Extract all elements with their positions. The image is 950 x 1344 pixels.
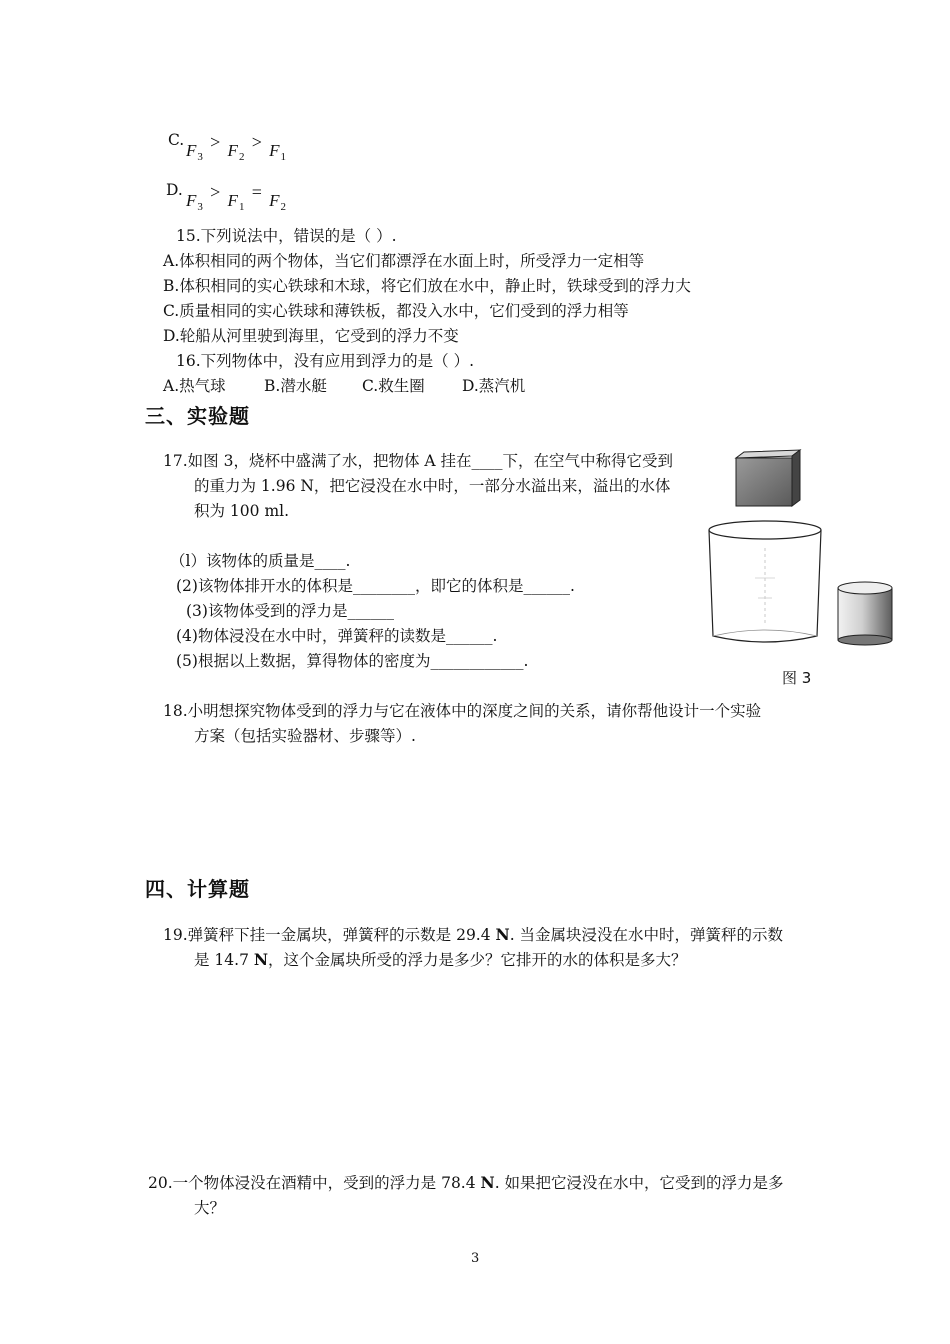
q20-text: 20.一个物体浸没在酒精中，受到的浮力是 78.4 (148, 1174, 481, 1192)
q16-option-c: C.救生圈 (362, 377, 425, 395)
formula-var: F (227, 191, 238, 210)
option-d-label: D. (166, 181, 183, 199)
q16-option-b: B.潜水艇 (264, 377, 327, 395)
q17-sub-3: (3)该物体受到的浮力是______ (186, 602, 394, 620)
q19-text: 是 14.7 (194, 951, 254, 969)
option-d-formula (186, 182, 286, 213)
section-title-calculation: 四、计算题 (145, 877, 250, 901)
formula-var: F (186, 191, 197, 210)
q17-sub-1: （l）该物体的质量是____. (170, 552, 351, 570)
formula-sub: 2 (238, 151, 245, 163)
q19-line1 (163, 925, 783, 945)
q15-option-a: A.体积相同的两个物体，当它们都漂浮在水面上时，所受浮力一定相等 (163, 252, 645, 270)
q19-line2 (194, 950, 687, 970)
q15-option-c: C.质量相同的实心铁球和薄铁板，都没入水中，它们受到的浮力相等 (163, 302, 629, 320)
q20-text: . 如果把它浸没在水中，它受到的浮力是多 (494, 1174, 784, 1192)
formula-relation: > (210, 132, 221, 152)
q20-line1 (148, 1173, 784, 1193)
formula-sub: 2 (280, 201, 286, 213)
q15-stem: 15.下列说法中，错误的是（ ）. (176, 227, 397, 245)
cube-object (736, 450, 800, 506)
section-title-experiment: 三、实验题 (145, 404, 250, 428)
q19-text: ，这个金属块所受的浮力是多少？它排开的水的体积是多大？ (268, 951, 687, 969)
q17-sub-5: (5)根据以上数据，算得物体的密度为____________. (176, 652, 529, 670)
unit-newton: N (480, 1173, 495, 1192)
formula-var: F (269, 141, 280, 160)
formula-sub: 1 (238, 201, 245, 213)
figure-3-caption: 图 3 (782, 669, 812, 687)
q15-option-d: D.轮船从河里驶到海里，它受到的浮力不变 (163, 327, 459, 345)
unit-newton: N (495, 925, 510, 944)
q17-line1: 17.如图 3，烧杯中盛满了水，把物体 A 挂在____下，在空气中称得它受到 (163, 452, 673, 470)
q18-line2: 方案（包括实验器材、步骤等）. (194, 727, 416, 745)
unit-newton: N (253, 950, 269, 969)
figure-3-illustration (700, 448, 910, 658)
q16-stem: 16.下列物体中，没有应用到浮力的是（ ）. (176, 352, 475, 370)
q18-line1: 18.小明想探究物体受到的浮力与它在液体中的深度之间的关系，请你帮他设计一个实验 (163, 702, 762, 720)
q15-option-b: B.体积相同的实心铁球和木球，将它们放在水中，静止时，铁球受到的浮力大 (163, 277, 691, 295)
formula-relation: = (251, 182, 262, 202)
q16-option-d: D.蒸汽机 (462, 377, 526, 395)
formula-sub: 1 (280, 151, 286, 163)
formula-relation: > (210, 182, 221, 202)
overflow-cup (838, 582, 892, 645)
q17-line3: 积为 100 ml. (194, 502, 290, 520)
q19-text: 19.弹簧秤下挂一金属块，弹簧秤的示数是 29.4 (163, 926, 496, 944)
formula-relation: > (251, 132, 262, 152)
q17-line2: 的重力为 1.96 N，把它浸没在水中时，一部分水溢出来，溢出的水体 (194, 477, 671, 495)
formula-var: F (186, 141, 197, 160)
q17-sub-4: (4)物体浸没在水中时，弹簧秤的读数是______. (176, 627, 498, 645)
q17-sub-2: (2)该物体排开水的体积是________，即它的体积是______. (176, 577, 575, 595)
formula-var: F (269, 191, 280, 210)
formula-sub: 3 (197, 201, 203, 213)
beaker (709, 521, 821, 642)
formula-sub: 3 (197, 151, 203, 163)
option-c-label: C. (168, 131, 185, 149)
formula-var: F (227, 141, 238, 160)
q19-text: . 当金属块浸没在水中时，弹簧秤的示数 (509, 926, 784, 944)
option-c-formula (186, 132, 286, 163)
q20-line2: 大？ (194, 1199, 226, 1217)
page-number: 3 (471, 1251, 480, 1266)
q16-option-a: A.热气球 (163, 377, 226, 395)
